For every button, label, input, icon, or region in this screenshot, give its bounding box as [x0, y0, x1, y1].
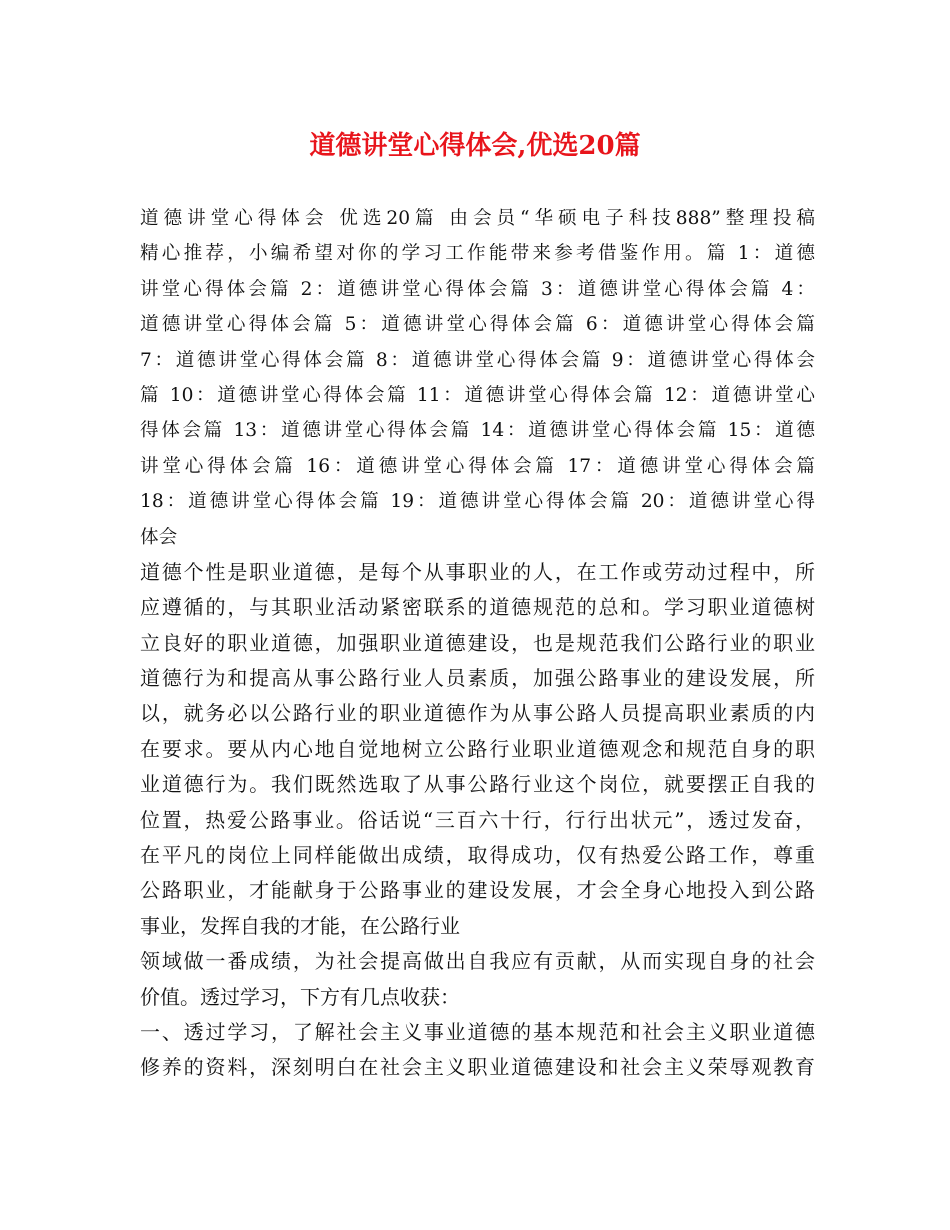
text-line: 精心推荐，小编希望对你的学习工作能带来参考借鉴作用。篇 1：道德 — [140, 243, 815, 265]
text-line: 立良好的职业道德，加强职业道德建设，也是规范我们公路行业的职业 — [140, 630, 815, 655]
text-line: 道德行为和提高从事公路行业人员素质，加强公路事业的建设发展，所 — [140, 666, 815, 691]
text-line: 体会 — [140, 526, 178, 548]
text-line: 以，就务必以公路行业的职业道德作为从事公路人员提高职业素质的内 — [140, 701, 815, 726]
text-line: 价值。透过学习，下方有几点收获： — [140, 984, 460, 1009]
text-line: 得体会篇 13：道德讲堂心得体会篇 14：道德讲堂心得体会篇 15：道德 — [140, 420, 815, 442]
text-line: 业道德行为。我们既然选取了从事公路行业这个岗位，就要摆正自我的 — [140, 772, 815, 797]
document-title: 道德讲堂心得体会,优选20篇 — [309, 131, 641, 161]
intro-paragraph — [140, 201, 815, 555]
text-line: 18：道德讲堂心得体会篇 19：道德讲堂心得体会篇 20：道德讲堂心得 — [140, 491, 815, 513]
text-line: 在平凡的岗位上同样能做出成绩，取得成功，仅有热爱公路工作，尊重 — [140, 843, 815, 868]
text-line: 一、透过学习，了解社会主义事业道德的基本规范和社会主义职业道德 — [140, 1019, 815, 1044]
text-line: 道德个性是职业道德，是每个从事职业的人，在工作或劳动过程中，所 — [140, 559, 815, 584]
text-line: 修养的资料，深刻明白在社会主义职业道德建设和社会主义荣辱观教育 — [140, 1055, 815, 1080]
body-paragraphs — [140, 555, 815, 1086]
text-line: 讲堂心得体会篇 2：道德讲堂心得体会篇 3：道德讲堂心得体会篇 4： — [140, 278, 815, 300]
text-line: 公路职业，才能献身于公路事业的建设发展，才会全身心地投入到公路 — [140, 878, 815, 903]
text-line: 7：道德讲堂心得体会篇 8：道德讲堂心得体会篇 9：道德讲堂心得体会 — [140, 349, 815, 371]
document-body — [140, 201, 815, 1086]
text-line: 位置，热爱公路事业。俗话说“三百六十行，行行出状元”，透过发奋， — [140, 807, 815, 832]
text-line: 在要求。要从内心地自觉地树立公路行业职业道德观念和规范自身的职 — [140, 736, 815, 761]
text-line: 篇 10：道德讲堂心得体会篇 11：道德讲堂心得体会篇 12：道德讲堂心 — [140, 384, 815, 406]
text-line: 领域做一番成绩，为社会提高做出自我应有贡献，从而实现自身的社会 — [140, 949, 815, 974]
text-line: 道德讲堂心得体会篇 5：道德讲堂心得体会篇 6：道德讲堂心得体会篇 — [140, 314, 815, 336]
text-line: 事业，发挥自我的才能，在公路行业 — [140, 913, 460, 938]
text-line: 应遵循的，与其职业活动紧密联系的道德规范的总和。学习职业道德树 — [140, 595, 815, 620]
text-line: 讲堂心得体会篇 16：道德讲堂心得体会篇 17：道德讲堂心得体会篇 — [140, 455, 815, 477]
text-line: 道德讲堂心得体会 优选20篇 由会员“华硕电子科技888”整理投稿 — [140, 208, 815, 229]
